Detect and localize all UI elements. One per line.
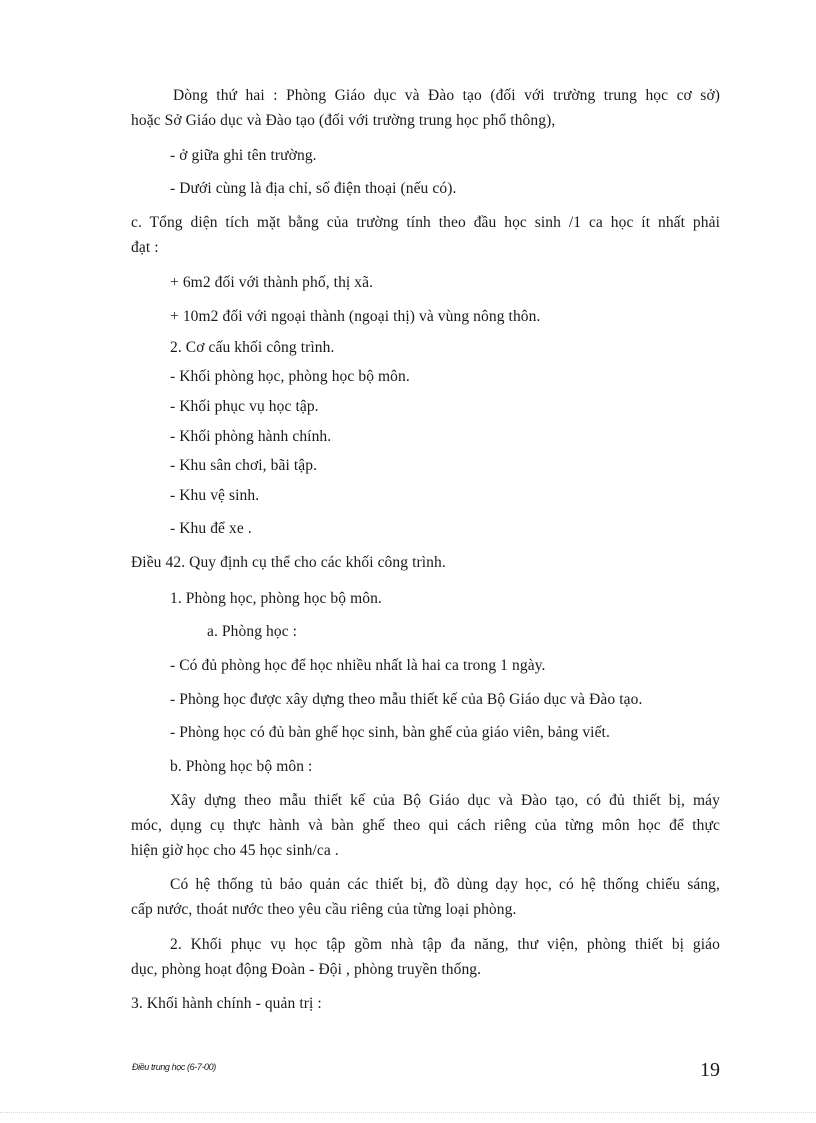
paragraph-line: c. Tổng diện tích mặt bằng của trường tính theo đầu học sinh /1 ca học ít nhất phải (131, 214, 720, 231)
paragraph-line: Dòng thứ hai : Phòng Giáo dục và Đào tạo (đối với trường trung học cơ sở) (173, 87, 720, 104)
paragraph-line: Xây dựng theo mẫu thiết kế của Bộ Giáo dục và Đào tạo, có đủ thiết bị, máy (170, 792, 720, 809)
paragraph-line: móc, dụng cụ thực hành và bàn ghế theo qui cách riêng của từng môn học để thực (131, 817, 720, 834)
section-heading: 2. Cơ cấu khối công trình. (170, 339, 335, 356)
list-item: - Khu vệ sinh. (170, 487, 260, 504)
section-heading: 1. Phòng học, phòng học bộ môn. (170, 590, 382, 607)
paragraph-line: - Dưới cùng là địa chỉ, số điện thoại (nếu có). (170, 180, 457, 197)
paragraph-line: - ở giữa ghi tên trường. (170, 147, 317, 164)
list-item: - Khu sân chơi, bãi tập. (170, 457, 318, 474)
paragraph-line: Có hệ thống tủ bảo quản các thiết bị, đồ dùng dạy học, có hệ thống chiếu sáng, (170, 876, 720, 893)
paragraph-line: dục, phòng hoạt động Đoàn - Đội , phòng truyền thống. (131, 961, 482, 978)
subsection-heading: a. Phòng học : (207, 623, 298, 640)
list-item: - Phòng học có đủ bàn ghế học sinh, bàn ghế của giáo viên, bảng viết. (170, 724, 610, 741)
paragraph-line: hiện giờ học cho 45 học sinh/ca . (131, 842, 339, 859)
page-number: 19 (700, 1059, 720, 1081)
list-item: + 10m2 đối với ngoại thành (ngoại thị) và vùng nông thôn. (170, 308, 541, 325)
list-item: - Khối phòng hành chính. (170, 428, 332, 445)
list-item: - Khối phòng học, phòng học bộ môn. (170, 368, 410, 385)
paragraph-line: hoặc Sở Giáo dục và Đào tạo (đối với trường trung học phổ thông), (131, 112, 556, 129)
section-heading: 3. Khối hành chính - quản trị : (131, 995, 322, 1012)
list-item: - Có đủ phòng học để học nhiều nhất là hai ca trong 1 ngày. (170, 657, 546, 674)
list-item: - Khối phục vụ học tập. (170, 398, 319, 415)
list-item: - Phòng học được xây dựng theo mẫu thiết kế của Bộ Giáo dục và Đào tạo. (170, 691, 643, 708)
article-heading: Điều 42. Quy định cụ thể cho các khối công trình. (131, 554, 446, 571)
footer-text: Điều trung học (6-7-00) (132, 1062, 216, 1072)
page-bottom-divider (0, 1112, 816, 1113)
paragraph-line: đạt : (131, 239, 159, 256)
list-item: - Khu để xe . (170, 520, 252, 537)
paragraph-line: cấp nước, thoát nước theo yêu cầu riêng của từng loại phòng. (131, 901, 517, 918)
list-item: + 6m2 đối với thành phố, thị xã. (170, 274, 374, 291)
paragraph-line: 2. Khối phục vụ học tập gồm nhà tập đa năng, thư viện, phòng thiết bị giáo (170, 936, 720, 953)
subsection-heading: b. Phòng học bộ môn : (170, 758, 313, 775)
